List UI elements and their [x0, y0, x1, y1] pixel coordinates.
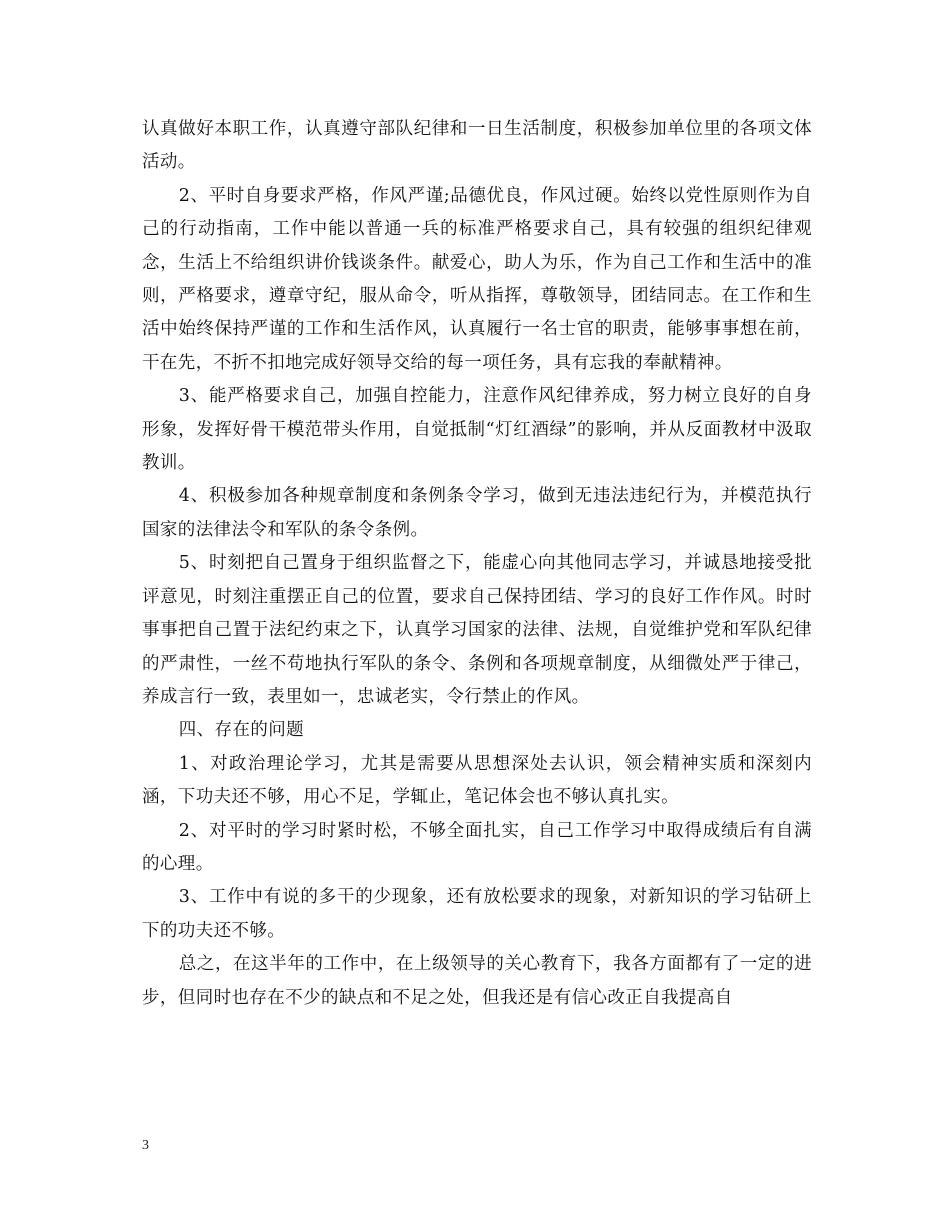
paragraph-item-3: 3、能严格要求自己，加强自控能力，注意作风纪律养成，努力树立良好的自身形象，发挥好骨干模范带头作用，自觉抵制“灯红酒绿”的影响，并从反面教材中汲取教训。: [142, 386, 812, 474]
paragraph-continued: 认真做好本职工作，认真遵守部队纪律和一日生活制度，积极参加单位里的各项文体活动。: [142, 119, 812, 173]
paragraph-item-4: 4、积极参加各种规章制度和条例条令学习，做到无违法违纪行为，并模范执行国家的法律法令和军队的条令条例。: [142, 486, 812, 540]
document-body: [142, 113, 812, 1015]
page-number: 3: [142, 1138, 149, 1153]
paragraph-problem-3: 3、工作中有说的多干的少现象，还有放松要求的现象，对新知识的学习钻研上下的功夫还不够。: [142, 887, 812, 941]
section-heading-problems: 四、存在的问题: [178, 720, 305, 741]
paragraph-item-2: 2、平时自身要求严格，作风严谨;品德优良，作风过硬。始终以党性原则作为自己的行动指南，工作中能以普通一兵的标准严格要求自己，具有较强的组织纪律观念，生活上不给组织讲价钱谈条件。献爱心，助人为乐，作为自己工作和生活中的准则，严格要求，遵章守纪，服从命令，听从指挥，尊敬领导，团结同志。在工作和生活中始终保持严谨的工作和生活作风，认真履行一名士官的职责，能够事事想在前，干在先，不折不扣地完成好领导交给的每一项任务，具有忘我的奉献精神。: [142, 185, 812, 373]
paragraph-conclusion: 总之，在这半年的工作中，在上级领导的关心教育下，我各方面都有了一定的进步，但同时也存在不少的缺点和不足之处，但我还是有信心改正自我提高自: [142, 954, 812, 1008]
paragraph-problem-1: 1、对政治理论学习，尤其是需要从思想深处去认识，领会精神实质和深刻内涵，下功夫还不够，用心不足，学辄止，笔记体会也不够认真扎实。: [142, 753, 812, 808]
paragraph-problem-2: 2、对平时的学习时紧时松，不够全面扎实，自己工作学习中取得成绩后有自满的心理。: [142, 820, 812, 874]
paragraph-item-5: 5、时刻把自己置身于组织监督之下，能虚心向其他同志学习，并诚恳地接受批评意见，时刻注重摆正自己的位置，要求自己保持团结、学习的良好工作作风。时时事事把自己置于法纪约束之下，认真学习国家的法律、法规，自觉维护党和军队纪律的严肃性，一丝不苟地执行军队的条令、条例和各项规章制度，从细微处严于律己，养成言行一致，表里如一，忠诚老实，令行禁止的作风。: [142, 553, 812, 707]
